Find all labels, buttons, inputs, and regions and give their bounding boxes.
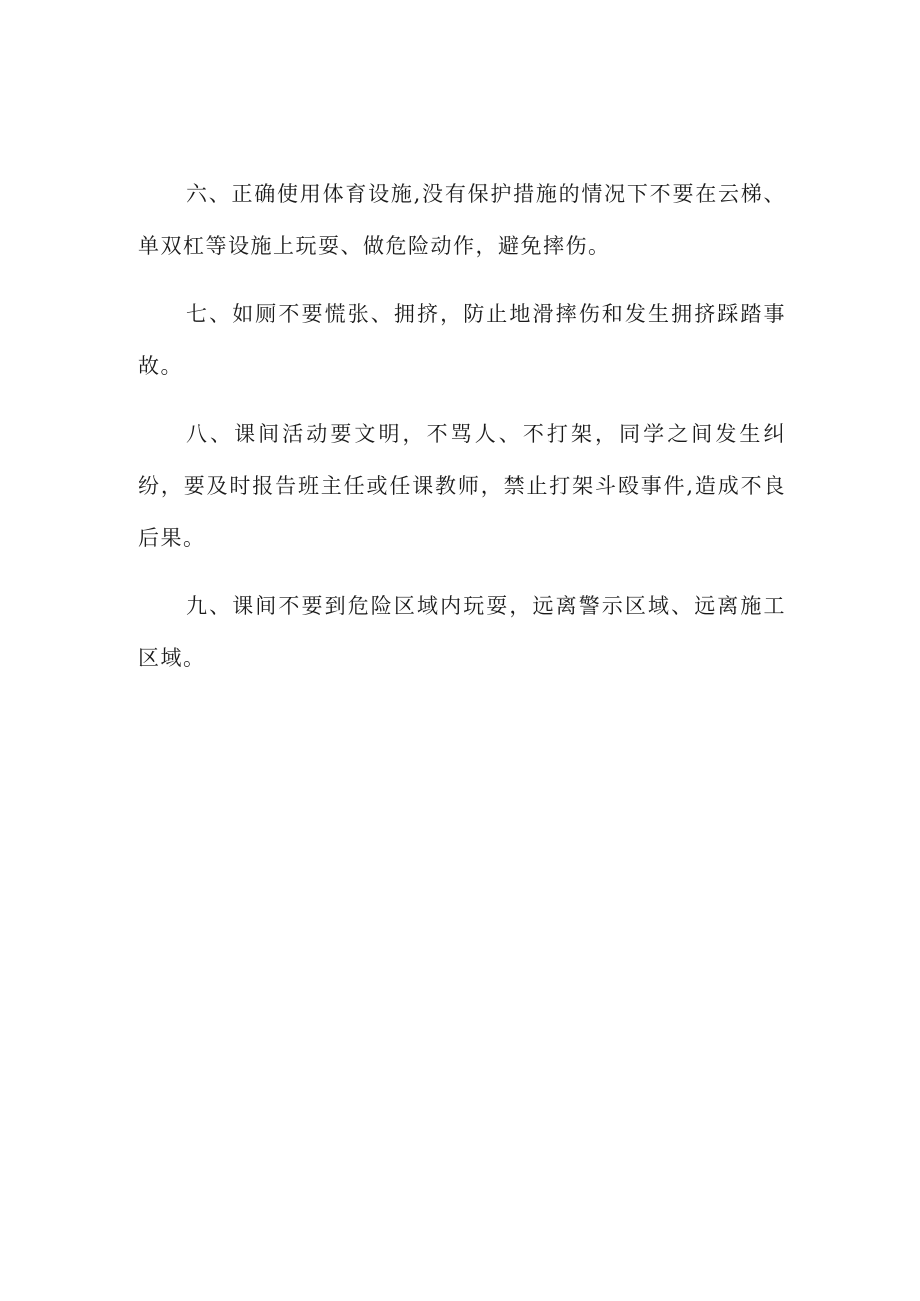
paragraph-item-6: 六、正确使用体育设施,没有保护措施的情况下不要在云梯、单双杠等设施上玩耍、做危险动作，避免摔伤。 [138,182,786,258]
paragraph-item-8: 八、课间活动要文明，不骂人、不打架，同学之间发生纠纷，要及时报告班主任或任课教师，禁止打架斗殴事件,造成不良后果。 [138,422,786,550]
paragraph-item-7: 七、如厕不要慌张、拥挤，防止地滑摔伤和发生拥挤踩踏事故。 [138,302,786,378]
document-body [138,168,786,700]
paragraph-item-9: 九、课间不要到危险区域内玩耍，远离警示区域、远离施工区域。 [138,594,786,670]
